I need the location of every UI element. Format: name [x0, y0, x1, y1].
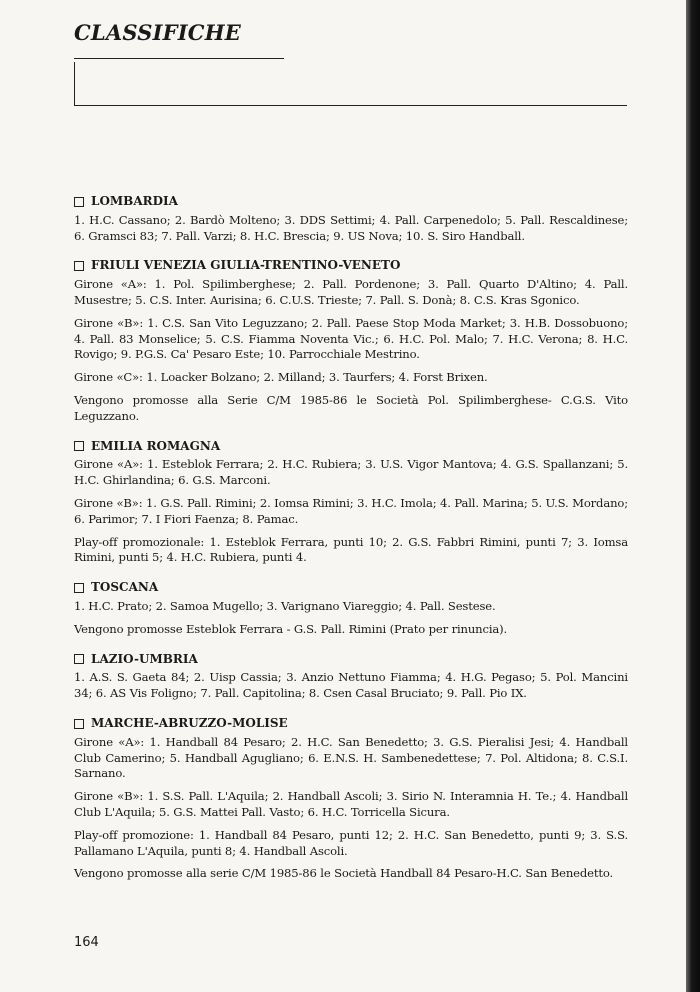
region-section: [74, 194, 628, 244]
standings-paragraph: Vengono promosse alla serie C/M 1985-86 le Società Handball 84 Pesaro-H.C. San Benedetto.: [74, 866, 614, 881]
section-heading-text: EMILIA ROMAGNA: [91, 438, 221, 453]
page-number: 164: [74, 935, 99, 950]
header-frame: [74, 62, 627, 106]
section-heading-text: TOSCANA: [91, 580, 159, 595]
standings-paragraph: Girone «B»: 1. G.S. Pall. Rimini; 2. Iomsa Rimini; 3. H.C. Imola; 4. Pall. Marina; 5. U.S. Mordano; 6. Parimor; 7. I Fiori Faenza; 8. Pamac.: [74, 495, 628, 526]
section-heading: [74, 439, 628, 455]
standings-paragraph: 1. H.C. Prato; 2. Samoa Mugello; 3. Varignano Viareggio; 4. Pall. Sestese.: [74, 598, 496, 613]
section-heading-text: LOMBARDIA: [91, 194, 178, 208]
standings-paragraph: Vengono promosse Esteblok Ferrara - G.S. Pall. Rimini (Prato per rinuncia).: [74, 621, 508, 636]
standings-content: [74, 194, 628, 896]
title-rule: [74, 58, 284, 59]
checkbox-square-icon: [74, 654, 84, 664]
region-section: [74, 652, 628, 702]
standings-paragraph: Girone «B»: 1. C.S. San Vito Leguzzano; 2. Pall. Paese Stop Moda Market; 3. H.B. Dossobuono; 4. Pall. 83 Monselice; 5. C.S. Fiamma Noventa Vic.; 6. H.C. Pol. Malo; 7. H.C. Verona; 8. H.C. Rovigo; 9. P.G.S. Ca' Pesaro Este; 10. Parrocchiale Mestrino.: [74, 315, 628, 362]
section-heading: [74, 580, 628, 596]
section-heading-text: MARCHE-ABRUZZO-MOLISE: [91, 715, 288, 730]
checkbox-square-icon: [74, 583, 84, 593]
checkbox-square-icon: [74, 719, 84, 729]
section-heading: [74, 716, 628, 732]
standings-paragraph: Girone «C»: 1. Loacker Bolzano; 2. Milland; 3. Taurfers; 4. Forst Brixen.: [74, 370, 488, 385]
standings-paragraph: Vengono promosse alla Serie C/M 1985-86 le Società Pol. Spilimberghese- C.G.S. Vito Leguzzano.: [74, 392, 628, 423]
region-section: [74, 258, 628, 424]
standings-paragraph: 1. A.S. S. Gaeta 84; 2. Uisp Cassia; 3. Anzio Nettuno Fiamma; 4. H.G. Pegaso; 5. Pol. Mancini 34; 6. AS Vis Foligno; 7. Pall. Capitolina; 8. Csen Casal Bruciato; 9. Pall. Pio IX.: [74, 670, 628, 701]
section-heading: [74, 652, 628, 668]
section-heading-text: FRIULI VENEZIA GIULIA-TRENTINO-VENETO: [91, 258, 401, 273]
section-heading-text: LAZIO-UMBRIA: [91, 651, 198, 666]
section-heading: [74, 258, 628, 274]
standings-paragraph: Girone «A»: 1. Esteblok Ferrara; 2. H.C. Rubiera; 3. U.S. Vigor Mantova; 4. G.S. Spallanzani; 5. H.C. Ghirlandina; 6. G.S. Marconi.: [74, 457, 628, 488]
book-edge-shadow: [686, 0, 700, 992]
standings-paragraph: Play-off promozionale: 1. Esteblok Ferrara, punti 10; 2. G.S. Fabbri Rimini, punti 7; 3. Iomsa Rimini, punti 5; 4. H.C. Rubiera, punti 4.: [74, 534, 628, 565]
checkbox-square-icon: [74, 197, 84, 207]
region-section: [74, 716, 628, 882]
section-heading: [74, 194, 628, 210]
region-section: [74, 580, 628, 637]
checkbox-square-icon: [74, 441, 84, 451]
standings-paragraph: 1. H.C. Cassano; 2. Bardò Molteno; 3. DDS Settimi; 4. Pall. Carpenedolo; 5. Pall. Rescaldinese; 6. Gramsci 83; 7. Pall. Varzi; 8. H.C. Brescia; 9. US Nova; 10. S. Siro Handball.: [74, 212, 628, 243]
standings-paragraph: Girone «B»: 1. S.S. Pall. L'Aquila; 2. Handball Ascoli; 3. Sirio N. Interamnia H. Te.; 4. Handball Club L'Aquila; 5. G.S. Mattei Pall. Vasto; 6. H.C. Torricella Sicura.: [74, 789, 628, 819]
standings-paragraph: Girone «A»: 1. Handball 84 Pesaro; 2. H.C. San Benedetto; 3. G.S. Pieralisi Jesi; 4. Handball Club Camerino; 5. Handball Agugliano; 6. E.N.S. H. Sambenedettese; 7. Pol. Altidona; 8. C.S.I. Sarnano.: [74, 734, 628, 781]
checkbox-square-icon: [74, 261, 84, 271]
standings-paragraph: Play-off promozione: 1. Handball 84 Pesaro, punti 12; 2. H.C. San Benedetto, punti 9; 3. S.S. Pallamano L'Aquila, punti 8; 4. Handball Ascoli.: [74, 827, 628, 858]
standings-paragraph: Girone «A»: 1. Pol. Spilimberghese; 2. Pall. Pordenone; 3. Pall. Quarto D'Altino; 4. Pall. Musestre; 5. C.S. Inter. Aurisina; 6. C.U.S. Trieste; 7. Pall. S. Donà; 8. C.S. Kras Sgonico.: [74, 277, 628, 307]
page-title: CLASSIFICHE: [74, 20, 241, 45]
region-section: [74, 439, 628, 567]
